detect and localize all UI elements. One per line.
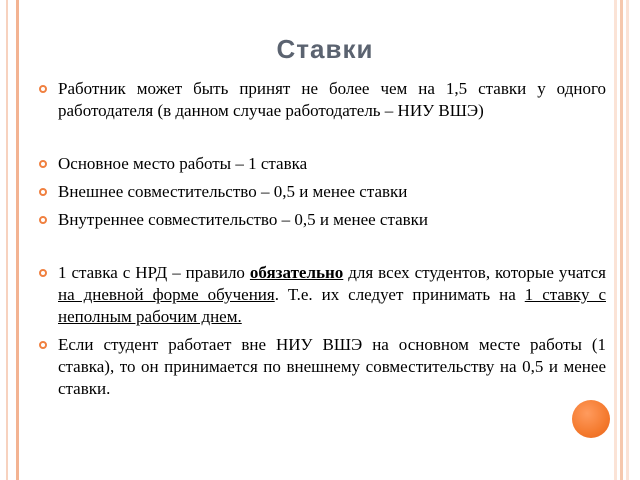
bullet-item-max-rate — [34, 78, 606, 122]
slide-content — [34, 78, 606, 400]
bullet-icon — [39, 160, 47, 168]
bullet-text: Работник может быть принят не более чем на 1,5 ставки у одного работодателя (в данном случае работодатель – НИУ ВШЭ) — [58, 79, 606, 120]
bullet-text-part1: 1 ставка с НРД – правило — [58, 263, 250, 282]
bullet-text: Внутреннее совместительство – 0,5 и менее ставки — [58, 210, 429, 229]
bullet-item-external-parttime — [34, 181, 606, 203]
slide-title: Ставки — [276, 34, 374, 64]
decorative-circle — [572, 400, 610, 438]
bullet-text-mandatory: обязательно — [249, 263, 344, 282]
bullet-item-main-job — [34, 153, 606, 175]
bullet-text: Основное место работы – 1 ставка — [58, 154, 308, 173]
bullet-text-part2: для всех студентов, которые учатся — [343, 263, 606, 282]
bullet-icon — [39, 269, 47, 277]
slide-left-border — [0, 0, 19, 480]
bullet-text: Если студент работает вне НИУ ВШЭ на основном месте работы (1 ставка), то он принимается по внешнему совместительству на 0,5 и менее ставки. — [58, 335, 606, 398]
bullet-item-students-rule — [34, 262, 606, 328]
bullet-text-part-day: 1 ставку с неполным рабочим днем. — [58, 285, 606, 326]
bullet-text-part3: . Т.е. их следует принимать на — [274, 285, 525, 304]
bullet-text-fulltime: на дневной форме обучения — [58, 285, 275, 304]
bullet-icon — [39, 188, 47, 196]
bullet-icon — [39, 85, 47, 93]
bullet-item-internal-parttime — [34, 209, 606, 231]
bullet-text: Внешнее совместительство – 0,5 и менее ставки — [58, 182, 408, 201]
bullet-icon — [39, 341, 47, 349]
bullet-icon — [39, 216, 47, 224]
slide-right-border — [614, 0, 640, 480]
bullet-item-external-student — [34, 334, 606, 400]
